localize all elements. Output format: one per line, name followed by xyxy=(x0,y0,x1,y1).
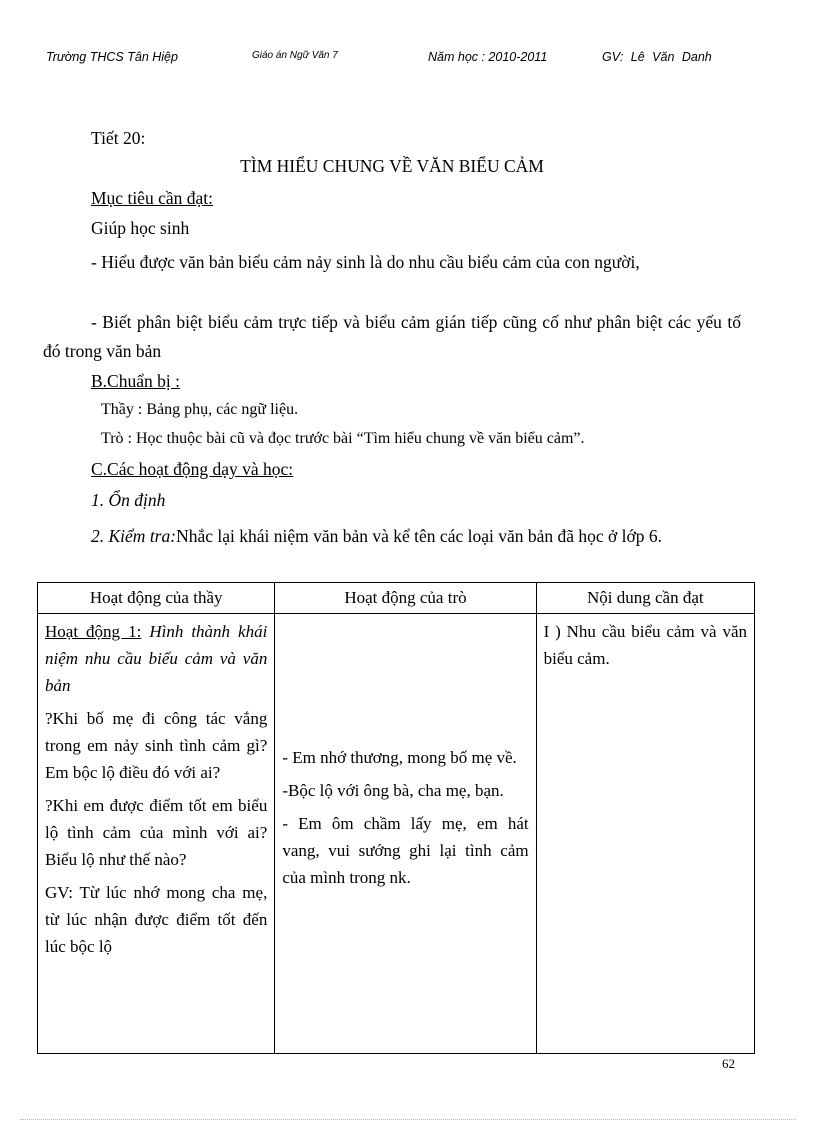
objective-1: - Hiểu được văn bản biểu cảm nảy sinh là do nhu cầu biểu cảm của con người, xyxy=(91,252,640,272)
lesson-title: TÌM HIỂU CHUNG VỀ VĂN BIỂU CẢM xyxy=(240,156,544,176)
activity-1 xyxy=(45,618,267,699)
header-subject: Giáo án Ngữ Văn 7 xyxy=(252,50,338,61)
step-2-text: Nhắc lại khái niệm văn bản và kể tên các loại văn bản đã học ở lớp 6. xyxy=(176,526,663,546)
question-2: ?Khi em được điểm tốt em biểu lộ tình cảm của mình với ai? Biểu lộ như thế nào? xyxy=(45,796,268,869)
step-2 xyxy=(43,522,741,551)
question-1: ?Khi bố mẹ đi công tác vắng trong em nảy sinh tình cảm gì? Em bộc lộ điều đó với ai? xyxy=(45,709,268,782)
page-divider xyxy=(20,1119,796,1120)
lesson-period: Tiết 20: xyxy=(91,128,146,148)
header-content: Nội dung cần đạt xyxy=(536,583,754,614)
table-header-row xyxy=(38,583,755,614)
step-2-label: 2. Kiểm tra: xyxy=(91,526,177,546)
prep-student: Trò : Học thuộc bài cũ và đọc trước bài “Tìm hiểu chung về văn biểu cảm”. xyxy=(101,430,585,447)
answer-1: - Em nhớ thương, mong bố mẹ về. xyxy=(282,748,517,767)
student-cell xyxy=(275,614,536,1054)
objectives-heading: Mục tiêu cần đạt: xyxy=(91,188,213,208)
page-header xyxy=(0,46,816,70)
page-number: 62 xyxy=(722,1056,735,1071)
activity-table xyxy=(37,582,755,1054)
teacher-cell xyxy=(38,614,275,1054)
content-1: I ) Nhu cầu biểu cảm và văn biểu cảm. xyxy=(543,622,747,668)
prep-heading: B.Chuẩn bị : xyxy=(91,371,180,391)
activity-1-title: Hình thành khái niệm nhu cầu biểu cảm và văn bản xyxy=(45,622,268,695)
header-student-activity: Hoạt động của trò xyxy=(275,583,536,614)
header-school: Trường THCS Tân Hiệp xyxy=(46,50,178,64)
answer-2: -Bộc lộ với ông bà, cha mẹ, bạn. xyxy=(282,781,504,800)
header-teacher-activity: Hoạt động của thầy xyxy=(38,583,275,614)
header-year: Năm học : 2010-2011 xyxy=(428,50,548,64)
teacher-note: GV: Từ lúc nhớ mong cha mẹ, từ lúc nhận được điểm tốt đến lúc bộc lộ xyxy=(45,883,268,956)
header-teacher: GV: Lê Văn Danh xyxy=(602,50,712,64)
objective-2: - Biết phân biệt biểu cảm trực tiếp và biểu cảm gián tiếp cũng cố như phân biệt các yếu tố đó trong văn bản xyxy=(43,312,741,361)
answer-3: - Em ôm chầm lấy mẹ, em hát vang, vui sướng ghi lại tình cảm của mình trong nk. xyxy=(282,814,529,887)
objectives-intro: Giúp học sinh xyxy=(91,218,190,238)
prep-teacher: Thầy : Bảng phụ, các ngữ liệu. xyxy=(101,401,299,418)
content-cell xyxy=(536,614,754,1054)
step-1: 1. Ổn định xyxy=(91,490,166,510)
activities-heading: C.Các hoạt động dạy và học: xyxy=(91,459,294,479)
activity-1-label: Hoạt động 1: xyxy=(45,622,142,641)
table-row xyxy=(38,614,755,1054)
